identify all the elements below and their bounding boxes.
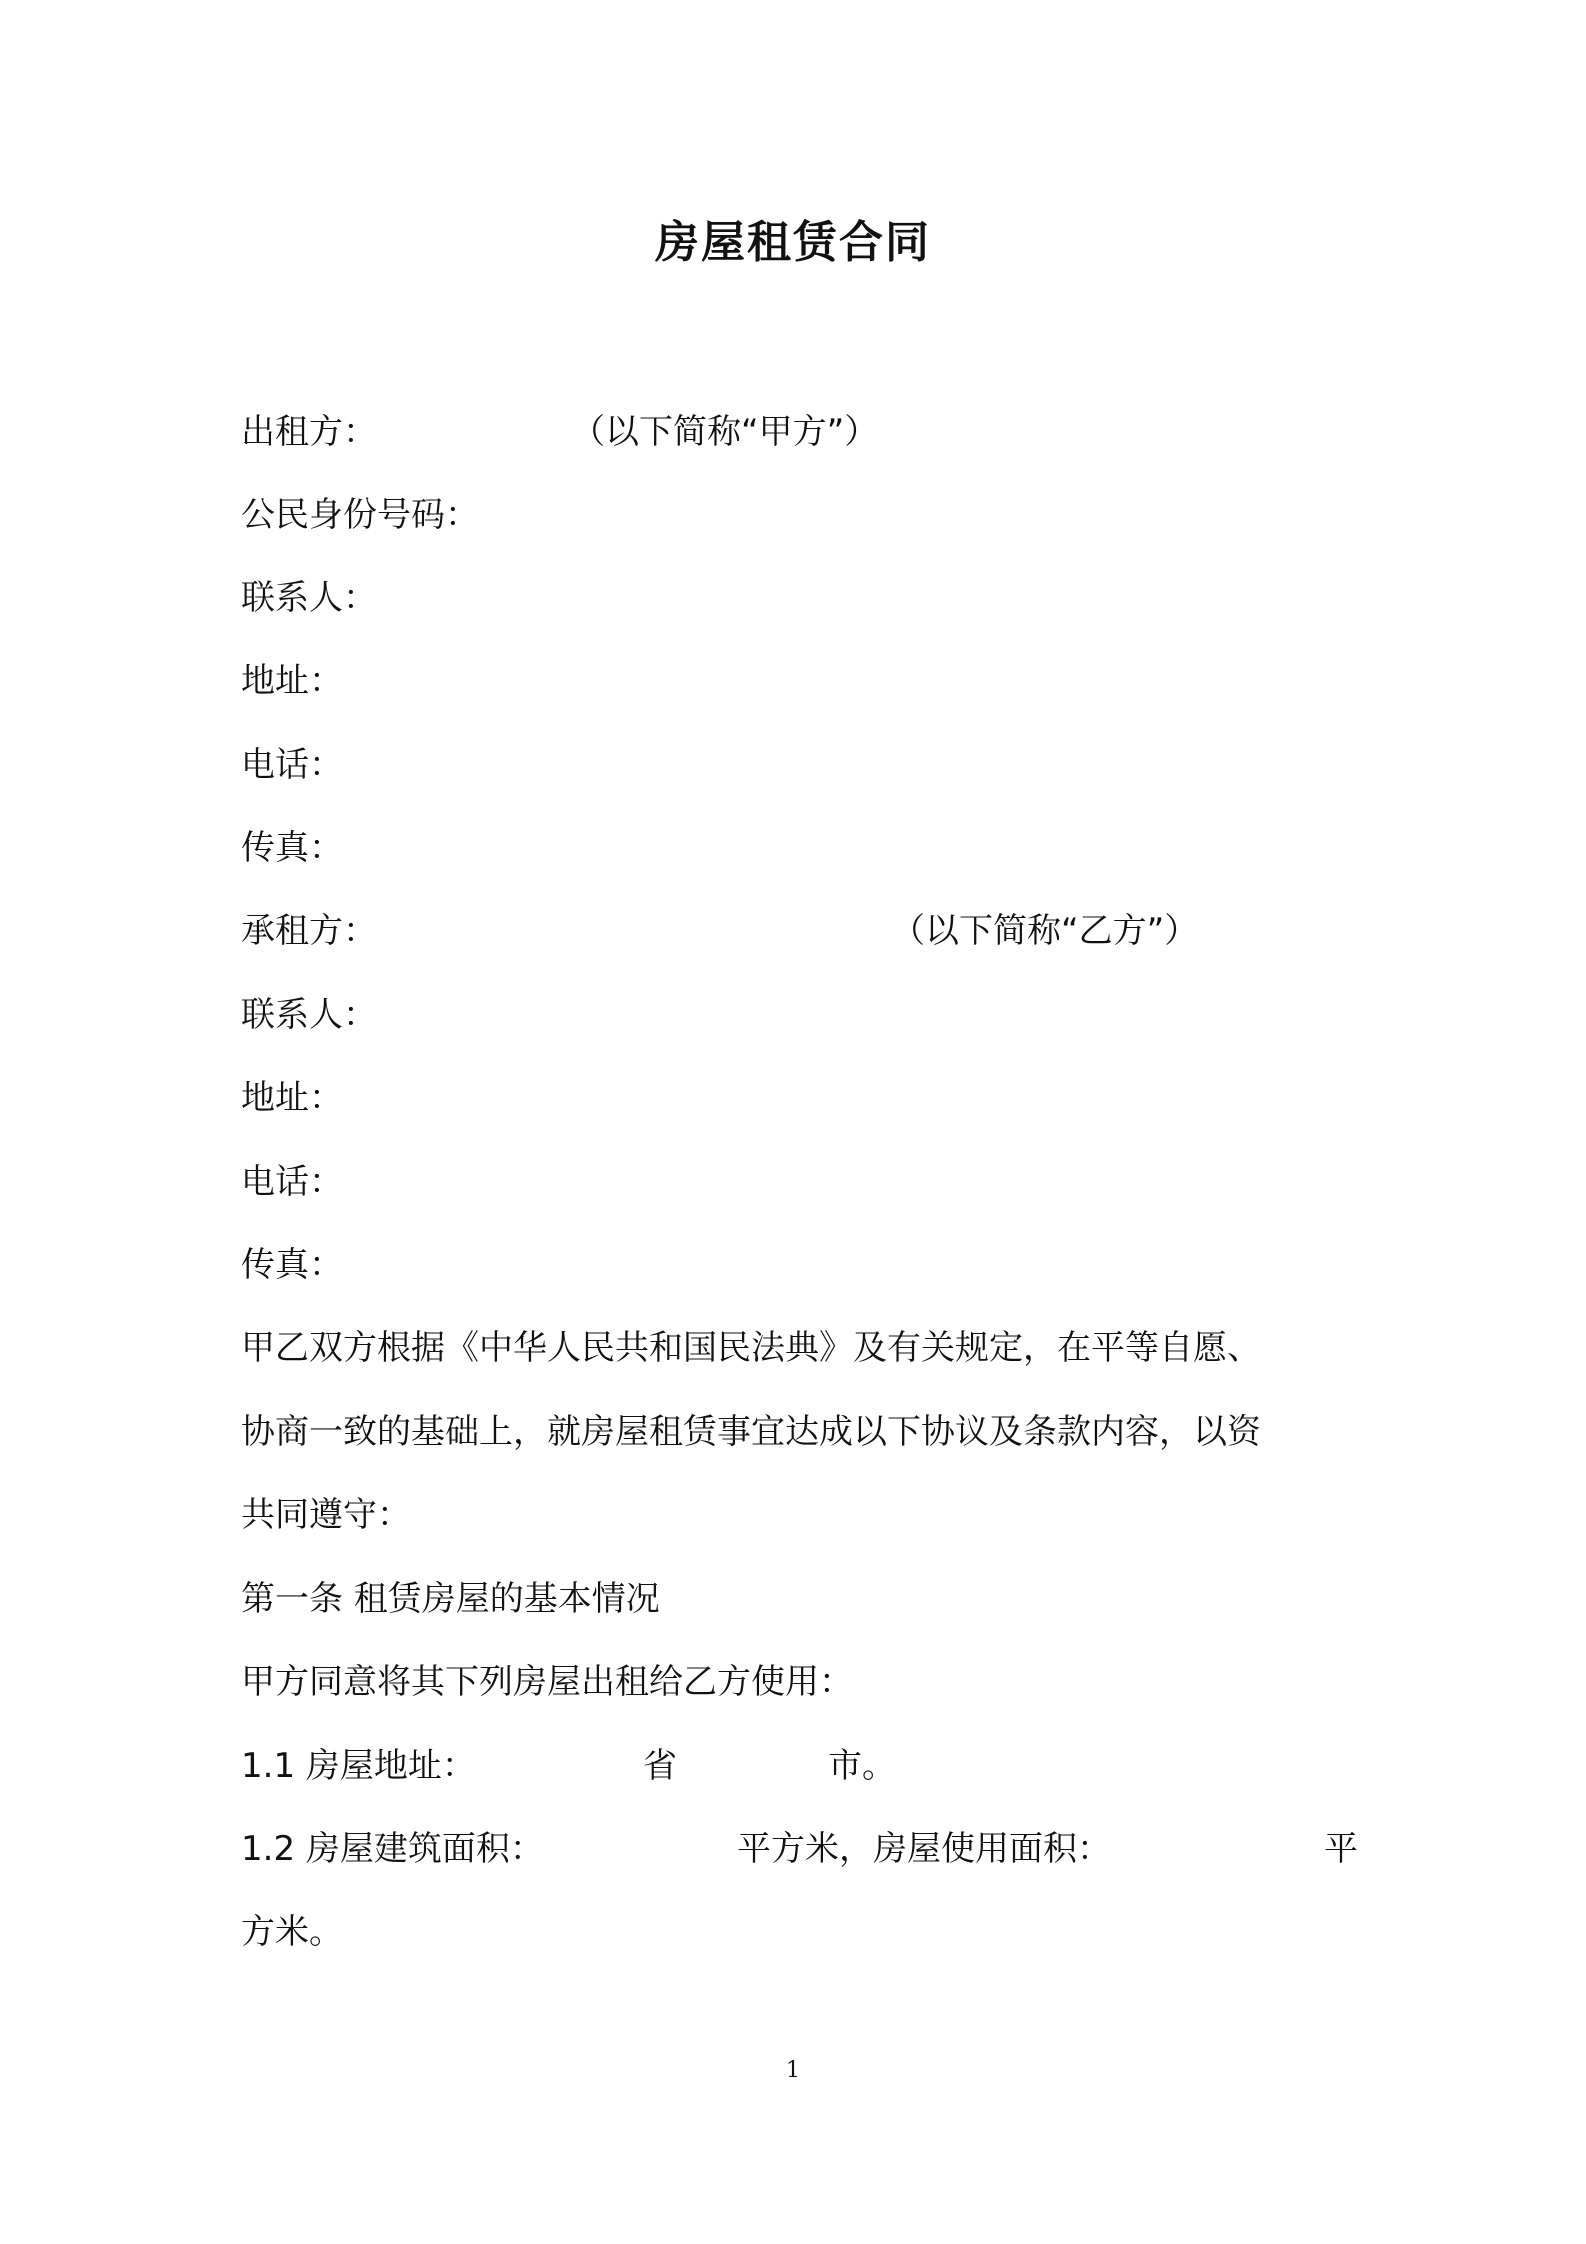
lessee-alias: （以下简称“乙方”） bbox=[891, 911, 1199, 951]
item-1-2-continuation: 方米。 bbox=[241, 1912, 343, 1952]
item-1-1-city: 市。 bbox=[828, 1746, 896, 1786]
item-1-1-label: 1.1 房屋地址： bbox=[241, 1746, 476, 1786]
preamble-line-2: 协商一致的基础上，就房屋租赁事宜达成以下协议及条款内容，以资 bbox=[241, 1412, 1261, 1452]
lessee-label: 承租方： bbox=[241, 911, 377, 951]
item-1-1-line bbox=[241, 1741, 896, 1791]
lessee-contact-line: 联系人： bbox=[241, 995, 377, 1035]
lessor-line bbox=[241, 407, 879, 457]
lessor-phone-line: 电话： bbox=[241, 745, 343, 785]
lessor-label: 出租方： bbox=[241, 412, 377, 452]
lessor-address-line: 地址： bbox=[241, 661, 343, 701]
preamble-line-3: 共同遵守： bbox=[241, 1495, 411, 1535]
lessor-contact-line: 联系人： bbox=[241, 578, 377, 618]
item-1-2-unit-b-start: 平 bbox=[1324, 1829, 1358, 1869]
lessor-id-line: 公民身份号码： bbox=[241, 495, 479, 535]
item-1-2-line bbox=[241, 1824, 1358, 1874]
lessee-fax-line: 传真： bbox=[241, 1245, 343, 1285]
page-number: 1 bbox=[786, 2058, 800, 2083]
lessee-line bbox=[241, 906, 1199, 956]
item-1-1-province: 省 bbox=[643, 1746, 677, 1786]
item-1-2-label: 1.2 房屋建筑面积： bbox=[241, 1829, 544, 1869]
lessee-address-line: 地址： bbox=[241, 1078, 343, 1118]
article-1-intro: 甲方同意将其下列房屋出租给乙方使用： bbox=[241, 1662, 853, 1702]
lessor-alias: （以下简称“甲方”） bbox=[571, 412, 879, 452]
item-1-2-unit-a: 平方米，房屋使用面积： bbox=[737, 1829, 1111, 1869]
lessor-fax-line: 传真： bbox=[241, 828, 343, 868]
article-1-heading: 第一条 租赁房屋的基本情况 bbox=[241, 1579, 660, 1619]
document-title: 房屋租赁合同 bbox=[655, 217, 931, 268]
lessee-phone-line: 电话： bbox=[241, 1162, 343, 1202]
preamble-line-1: 甲乙双方根据《中华人民共和国民法典》及有关规定，在平等自愿、 bbox=[241, 1328, 1261, 1368]
